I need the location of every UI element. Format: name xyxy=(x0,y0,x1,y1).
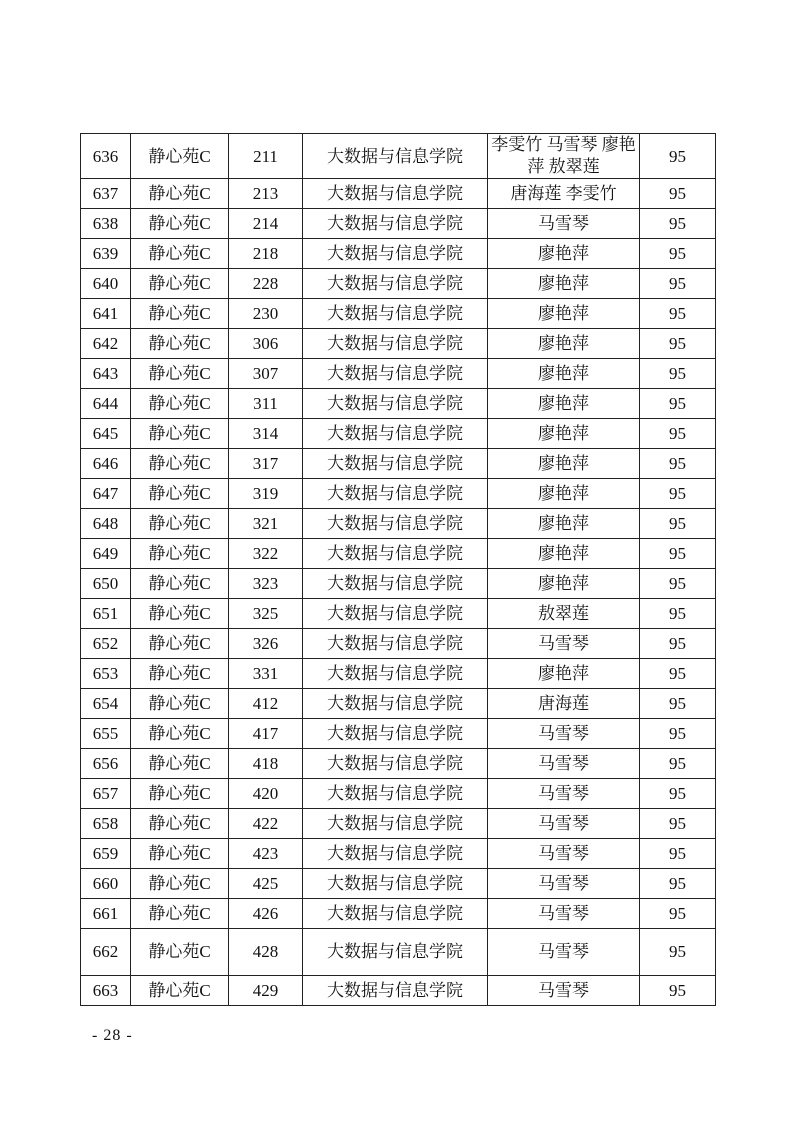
college-cell: 大数据与信息学院 xyxy=(303,929,488,976)
college-cell: 大数据与信息学院 xyxy=(303,629,488,659)
building-cell: 静心苑C xyxy=(131,134,229,179)
college-cell: 大数据与信息学院 xyxy=(303,659,488,689)
building-cell: 静心苑C xyxy=(131,479,229,509)
table-row xyxy=(81,839,716,869)
table-row xyxy=(81,976,716,1006)
row-number-cell: 641 xyxy=(81,299,131,329)
row-number-cell: 652 xyxy=(81,629,131,659)
building-cell: 静心苑C xyxy=(131,569,229,599)
table-row xyxy=(81,449,716,479)
room-number-cell: 425 xyxy=(229,869,303,899)
room-number-cell: 331 xyxy=(229,659,303,689)
building-cell: 静心苑C xyxy=(131,509,229,539)
score-cell: 95 xyxy=(640,809,716,839)
table-row xyxy=(81,569,716,599)
staff-cell: 廖艳萍 xyxy=(488,359,640,389)
room-number-cell: 314 xyxy=(229,419,303,449)
room-number-cell: 306 xyxy=(229,329,303,359)
building-cell: 静心苑C xyxy=(131,209,229,239)
score-cell: 95 xyxy=(640,599,716,629)
table-row xyxy=(81,239,716,269)
row-number-cell: 647 xyxy=(81,479,131,509)
table-row xyxy=(81,749,716,779)
building-cell: 静心苑C xyxy=(131,749,229,779)
college-cell: 大数据与信息学院 xyxy=(303,239,488,269)
row-number-cell: 662 xyxy=(81,929,131,976)
staff-cell: 廖艳萍 xyxy=(488,449,640,479)
room-number-cell: 214 xyxy=(229,209,303,239)
college-cell: 大数据与信息学院 xyxy=(303,479,488,509)
building-cell: 静心苑C xyxy=(131,719,229,749)
building-cell: 静心苑C xyxy=(131,779,229,809)
building-cell: 静心苑C xyxy=(131,239,229,269)
room-number-cell: 322 xyxy=(229,539,303,569)
row-number-cell: 640 xyxy=(81,269,131,299)
staff-cell: 廖艳萍 xyxy=(488,419,640,449)
row-number-cell: 644 xyxy=(81,389,131,419)
staff-cell: 马雪琴 xyxy=(488,779,640,809)
building-cell: 静心苑C xyxy=(131,809,229,839)
room-number-cell: 422 xyxy=(229,809,303,839)
college-cell: 大数据与信息学院 xyxy=(303,359,488,389)
score-cell: 95 xyxy=(640,209,716,239)
room-number-cell: 213 xyxy=(229,179,303,209)
college-cell: 大数据与信息学院 xyxy=(303,689,488,719)
building-cell: 静心苑C xyxy=(131,269,229,299)
table-row xyxy=(81,659,716,689)
row-number-cell: 637 xyxy=(81,179,131,209)
college-cell: 大数据与信息学院 xyxy=(303,419,488,449)
college-cell: 大数据与信息学院 xyxy=(303,329,488,359)
score-cell: 95 xyxy=(640,929,716,976)
row-number-cell: 659 xyxy=(81,839,131,869)
score-cell: 95 xyxy=(640,419,716,449)
table-row xyxy=(81,389,716,419)
score-cell: 95 xyxy=(640,869,716,899)
room-number-cell: 412 xyxy=(229,689,303,719)
table-row xyxy=(81,134,716,179)
score-cell: 95 xyxy=(640,449,716,479)
staff-cell: 马雪琴 xyxy=(488,929,640,976)
table-body xyxy=(81,134,716,1006)
room-number-cell: 426 xyxy=(229,899,303,929)
building-cell: 静心苑C xyxy=(131,659,229,689)
building-cell: 静心苑C xyxy=(131,419,229,449)
room-number-cell: 228 xyxy=(229,269,303,299)
college-cell: 大数据与信息学院 xyxy=(303,749,488,779)
college-cell: 大数据与信息学院 xyxy=(303,569,488,599)
page-number: - 28 - xyxy=(92,1027,133,1044)
building-cell: 静心苑C xyxy=(131,839,229,869)
building-cell: 静心苑C xyxy=(131,299,229,329)
staff-cell: 唐海莲 xyxy=(488,689,640,719)
row-number-cell: 657 xyxy=(81,779,131,809)
room-number-cell: 325 xyxy=(229,599,303,629)
college-cell: 大数据与信息学院 xyxy=(303,869,488,899)
score-cell: 95 xyxy=(640,179,716,209)
college-cell: 大数据与信息学院 xyxy=(303,209,488,239)
table-row xyxy=(81,509,716,539)
inspection-table xyxy=(80,133,716,1006)
row-number-cell: 642 xyxy=(81,329,131,359)
row-number-cell: 651 xyxy=(81,599,131,629)
staff-cell: 马雪琴 xyxy=(488,629,640,659)
score-cell: 95 xyxy=(640,569,716,599)
row-number-cell: 660 xyxy=(81,869,131,899)
college-cell: 大数据与信息学院 xyxy=(303,719,488,749)
staff-cell: 马雪琴 xyxy=(488,869,640,899)
building-cell: 静心苑C xyxy=(131,449,229,479)
college-cell: 大数据与信息学院 xyxy=(303,599,488,629)
row-number-cell: 638 xyxy=(81,209,131,239)
score-cell: 95 xyxy=(640,269,716,299)
room-number-cell: 317 xyxy=(229,449,303,479)
room-number-cell: 420 xyxy=(229,779,303,809)
staff-cell: 马雪琴 xyxy=(488,749,640,779)
room-number-cell: 418 xyxy=(229,749,303,779)
score-cell: 95 xyxy=(640,299,716,329)
table-row xyxy=(81,269,716,299)
college-cell: 大数据与信息学院 xyxy=(303,269,488,299)
room-number-cell: 211 xyxy=(229,134,303,179)
staff-cell: 马雪琴 xyxy=(488,976,640,1006)
row-number-cell: 636 xyxy=(81,134,131,179)
table-row xyxy=(81,479,716,509)
staff-cell: 廖艳萍 xyxy=(488,479,640,509)
building-cell: 静心苑C xyxy=(131,689,229,719)
score-cell: 95 xyxy=(640,839,716,869)
building-cell: 静心苑C xyxy=(131,869,229,899)
staff-cell: 廖艳萍 xyxy=(488,389,640,419)
row-number-cell: 654 xyxy=(81,689,131,719)
room-number-cell: 323 xyxy=(229,569,303,599)
table-row xyxy=(81,329,716,359)
college-cell: 大数据与信息学院 xyxy=(303,539,488,569)
room-number-cell: 218 xyxy=(229,239,303,269)
room-number-cell: 311 xyxy=(229,389,303,419)
staff-cell: 马雪琴 xyxy=(488,719,640,749)
score-cell: 95 xyxy=(640,899,716,929)
score-cell: 95 xyxy=(640,479,716,509)
room-number-cell: 321 xyxy=(229,509,303,539)
staff-cell: 马雪琴 xyxy=(488,899,640,929)
building-cell: 静心苑C xyxy=(131,179,229,209)
building-cell: 静心苑C xyxy=(131,976,229,1006)
college-cell: 大数据与信息学院 xyxy=(303,389,488,419)
staff-cell: 廖艳萍 xyxy=(488,299,640,329)
college-cell: 大数据与信息学院 xyxy=(303,899,488,929)
table-row xyxy=(81,419,716,449)
college-cell: 大数据与信息学院 xyxy=(303,839,488,869)
room-number-cell: 428 xyxy=(229,929,303,976)
row-number-cell: 655 xyxy=(81,719,131,749)
building-cell: 静心苑C xyxy=(131,599,229,629)
score-cell: 95 xyxy=(640,239,716,269)
table-row xyxy=(81,719,716,749)
staff-cell: 廖艳萍 xyxy=(488,659,640,689)
row-number-cell: 658 xyxy=(81,809,131,839)
table-row xyxy=(81,599,716,629)
staff-cell: 廖艳萍 xyxy=(488,509,640,539)
score-cell: 95 xyxy=(640,779,716,809)
table-row xyxy=(81,779,716,809)
college-cell: 大数据与信息学院 xyxy=(303,779,488,809)
building-cell: 静心苑C xyxy=(131,539,229,569)
room-number-cell: 307 xyxy=(229,359,303,389)
row-number-cell: 656 xyxy=(81,749,131,779)
score-cell: 95 xyxy=(640,749,716,779)
building-cell: 静心苑C xyxy=(131,389,229,419)
college-cell: 大数据与信息学院 xyxy=(303,976,488,1006)
table-row xyxy=(81,359,716,389)
building-cell: 静心苑C xyxy=(131,629,229,659)
score-cell: 95 xyxy=(640,329,716,359)
table-row xyxy=(81,899,716,929)
room-number-cell: 417 xyxy=(229,719,303,749)
staff-cell: 马雪琴 xyxy=(488,809,640,839)
building-cell: 静心苑C xyxy=(131,359,229,389)
staff-cell: 马雪琴 xyxy=(488,209,640,239)
row-number-cell: 661 xyxy=(81,899,131,929)
staff-cell: 廖艳萍 xyxy=(488,269,640,299)
table-row xyxy=(81,299,716,329)
score-cell: 95 xyxy=(640,539,716,569)
college-cell: 大数据与信息学院 xyxy=(303,179,488,209)
building-cell: 静心苑C xyxy=(131,899,229,929)
table-row xyxy=(81,929,716,976)
row-number-cell: 639 xyxy=(81,239,131,269)
score-cell: 95 xyxy=(640,719,716,749)
college-cell: 大数据与信息学院 xyxy=(303,134,488,179)
building-cell: 静心苑C xyxy=(131,929,229,976)
staff-cell: 廖艳萍 xyxy=(488,539,640,569)
table-row xyxy=(81,629,716,659)
college-cell: 大数据与信息学院 xyxy=(303,809,488,839)
staff-cell: 唐海莲 李雯竹 xyxy=(488,179,640,209)
college-cell: 大数据与信息学院 xyxy=(303,509,488,539)
score-cell: 95 xyxy=(640,359,716,389)
room-number-cell: 230 xyxy=(229,299,303,329)
score-cell: 95 xyxy=(640,689,716,719)
table-row xyxy=(81,539,716,569)
score-cell: 95 xyxy=(640,659,716,689)
room-number-cell: 429 xyxy=(229,976,303,1006)
table-row xyxy=(81,179,716,209)
staff-cell: 李雯竹 马雪琴 廖艳萍 敖翠莲 xyxy=(488,134,640,179)
row-number-cell: 650 xyxy=(81,569,131,599)
row-number-cell: 653 xyxy=(81,659,131,689)
score-cell: 95 xyxy=(640,629,716,659)
table-row xyxy=(81,869,716,899)
room-number-cell: 326 xyxy=(229,629,303,659)
staff-cell: 廖艳萍 xyxy=(488,239,640,269)
row-number-cell: 663 xyxy=(81,976,131,1006)
college-cell: 大数据与信息学院 xyxy=(303,299,488,329)
row-number-cell: 649 xyxy=(81,539,131,569)
row-number-cell: 643 xyxy=(81,359,131,389)
score-cell: 95 xyxy=(640,389,716,419)
row-number-cell: 645 xyxy=(81,419,131,449)
staff-cell: 敖翠莲 xyxy=(488,599,640,629)
table-row xyxy=(81,809,716,839)
staff-cell: 廖艳萍 xyxy=(488,569,640,599)
room-number-cell: 423 xyxy=(229,839,303,869)
college-cell: 大数据与信息学院 xyxy=(303,449,488,479)
score-cell: 95 xyxy=(640,509,716,539)
score-cell: 95 xyxy=(640,976,716,1006)
staff-cell: 马雪琴 xyxy=(488,839,640,869)
row-number-cell: 646 xyxy=(81,449,131,479)
score-cell: 95 xyxy=(640,134,716,179)
room-number-cell: 319 xyxy=(229,479,303,509)
staff-cell: 廖艳萍 xyxy=(488,329,640,359)
table-row xyxy=(81,209,716,239)
building-cell: 静心苑C xyxy=(131,329,229,359)
row-number-cell: 648 xyxy=(81,509,131,539)
table-row xyxy=(81,689,716,719)
